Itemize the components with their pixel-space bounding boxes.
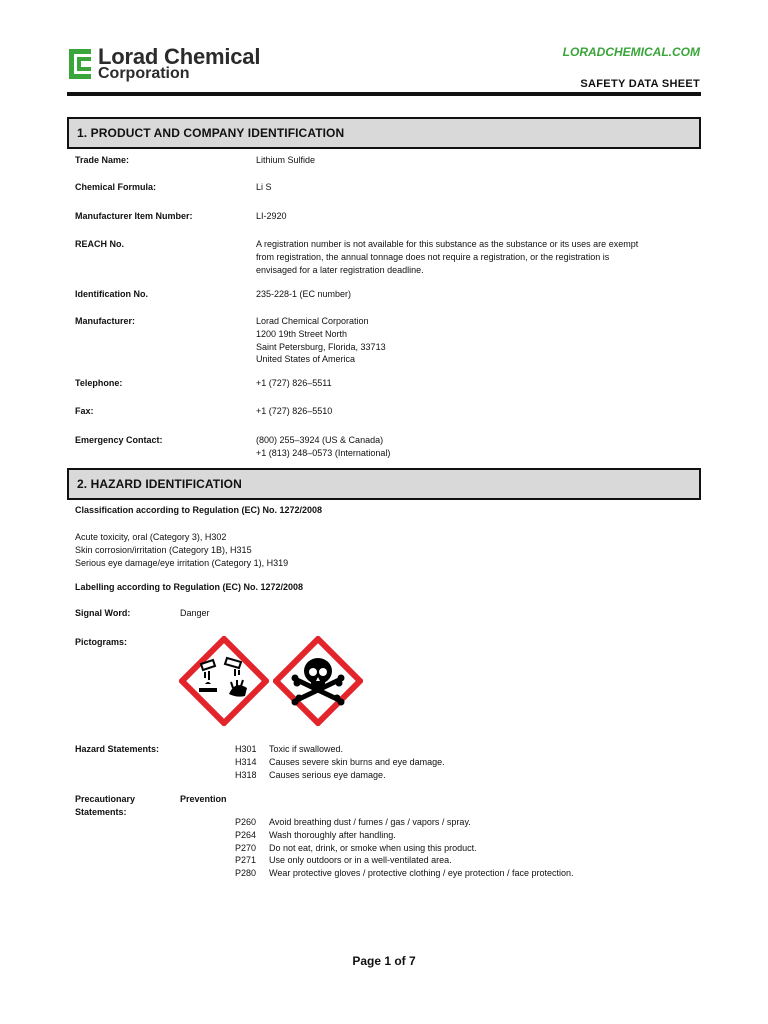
info-row-value: [256, 181, 696, 194]
classification-heading: Classification according to Regulation (EC) No. 1272/2008: [75, 505, 323, 515]
info-row-label: Fax:: [75, 406, 94, 416]
statement-code: P264: [235, 829, 257, 840]
info-row-label: Manufacturer Item Number:: [75, 211, 193, 221]
info-row-value: [256, 154, 696, 167]
info-row-value: [256, 377, 696, 390]
statement-code: H318: [235, 769, 257, 780]
info-row-value-line: 1200 19th Street North: [256, 328, 348, 339]
precautionary-label: Precautionary: [75, 794, 136, 804]
info-row-label: REACH No.: [75, 239, 124, 249]
info-row-label: Manufacturer:: [75, 316, 136, 326]
header-divider: [67, 92, 701, 96]
skull-crossbones-pictogram-icon: [273, 636, 363, 726]
statement-code: H314: [235, 756, 257, 767]
section-1-title: 1. PRODUCT AND COMPANY IDENTIFICATION: [77, 126, 345, 140]
corrosion-pictogram-icon: [179, 636, 269, 726]
info-row-value-line: LI-2920: [256, 211, 287, 221]
statement-text: Toxic if swallowed.: [269, 744, 344, 754]
section-2-title: 2. HAZARD IDENTIFICATION: [77, 477, 242, 491]
info-row-label: Chemical Formula:: [75, 182, 157, 192]
page-number: Page 1 of 7: [352, 954, 416, 968]
statement-text: Avoid breathing dust / fumes / gas / vapors / spray.: [269, 817, 471, 827]
classification-item: Skin corrosion/irritation (Category 1B), H315: [75, 544, 252, 555]
hazard-statements-label: Hazard Statements:: [75, 744, 160, 754]
brand-name: Lorad Chemical: [98, 44, 261, 69]
statement-code: P271: [235, 855, 257, 866]
info-row-label: Identification No.: [75, 289, 148, 299]
section-1-header: [67, 117, 701, 149]
info-row-value: [256, 434, 696, 460]
statement-code: P260: [235, 817, 257, 827]
info-row-value: [256, 405, 696, 418]
statement-code: H301: [235, 744, 257, 754]
document-type: SAFETY DATA SHEET: [580, 78, 700, 90]
section-2-header: [67, 468, 701, 500]
statement-text: Causes severe skin burns and eye damage.: [269, 756, 445, 767]
info-row-value-line: 235-228-1 (EC number): [256, 289, 352, 299]
statement-text: Causes serious eye damage.: [269, 769, 386, 780]
logo-mark-icon: [67, 47, 93, 81]
statement-text: Wash thoroughly after handling.: [269, 829, 396, 840]
info-row-value-line: envisaged for a later registration deadline.: [256, 264, 424, 275]
info-row-value: [256, 238, 696, 276]
info-row-value-line: Saint Petersburg, Florida, 33713: [256, 341, 386, 352]
classification-item: Serious eye damage/eye irritation (Category 1), H319: [75, 557, 289, 568]
info-row-value-line: Lithium Sulfide: [256, 155, 316, 165]
statement-text: Wear protective gloves / protective clothing / eye protection / face protection.: [269, 868, 574, 879]
classification-item: Acute toxicity, oral (Category 3), H302: [75, 532, 227, 542]
statement-text: Use only outdoors or in a well-ventilated area.: [269, 855, 452, 866]
pictograms-label: Pictograms:: [75, 637, 128, 647]
signal-word-value: Danger: [180, 608, 210, 618]
brand-subtitle: Corporation: [98, 65, 190, 82]
info-row-value: [256, 288, 696, 301]
info-row-value-line: +1 (813) 248–0573 (International): [256, 447, 391, 458]
info-row-value-line: +1 (727) 826–5511: [256, 378, 332, 388]
info-row-value-line: Li S: [256, 182, 272, 192]
info-row-label: Emergency Contact:: [75, 435, 163, 445]
info-row-value-line: Lorad Chemical Corporation: [256, 316, 369, 326]
prevention-label: Prevention: [180, 794, 227, 804]
statement-code: P280: [235, 868, 257, 879]
info-row-value-line: +1 (727) 826–5510: [256, 406, 333, 416]
signal-word-label: Signal Word:: [75, 608, 131, 618]
precautionary-label-2: Statements:: [75, 807, 127, 817]
info-row-label: Telephone:: [75, 378, 123, 388]
info-row-value-line: United States of America: [256, 354, 356, 365]
company-logo: [67, 45, 287, 85]
info-row-label: Trade Name:: [75, 155, 130, 165]
info-row-value: [256, 210, 696, 223]
statement-text: Do not eat, drink, or smoke when using this product.: [269, 842, 477, 853]
info-row-value-line: from registration, the annual tonnage does not require a registration, or the registration is: [256, 251, 610, 262]
info-row-value-line: A registration number is not available for this substance as the substance or its uses are exempt: [256, 239, 639, 249]
info-row-value-line: (800) 255–3924 (US & Canada): [256, 435, 384, 445]
labelling-heading: Labelling according to Regulation (EC) No. 1272/2008: [75, 582, 304, 592]
info-row-value: [256, 315, 696, 366]
statement-code: P270: [235, 842, 257, 853]
website-link[interactable]: LORADCHEMICAL.COM: [562, 45, 700, 59]
